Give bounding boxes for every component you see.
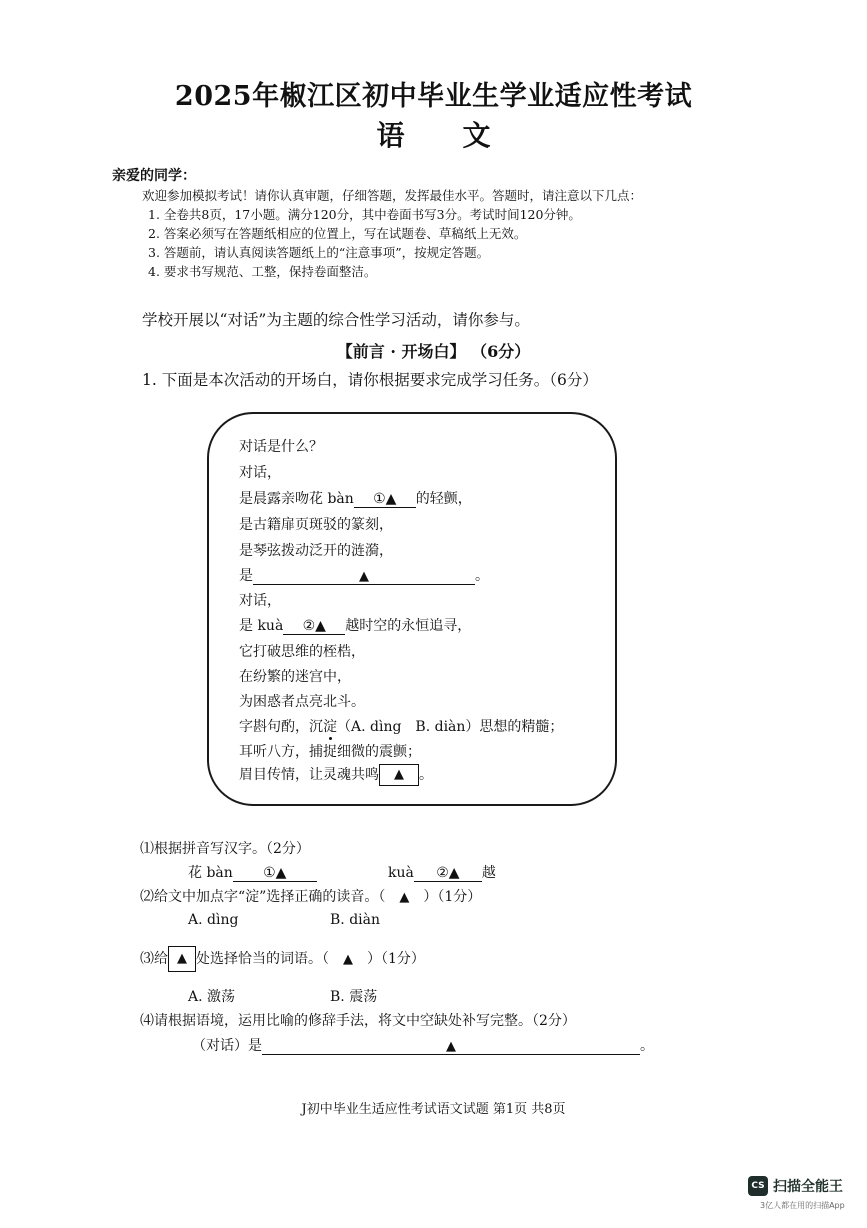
answer-blank-2: kuà ②▲ 越 [388, 865, 496, 881]
greeting: 亲爱的同学： [112, 168, 196, 184]
camscanner-tagline: 3亿人都在用的扫描App [760, 1201, 845, 1210]
note-item: 1. 全卷共8页，17小题。满分120分，其中卷面书写3分。考试时间120分钟。 [148, 207, 581, 222]
poem-line: 是 ▲ 。 [239, 568, 489, 584]
poem-line: 耳听八方，捕捉细微的震颤； [239, 744, 421, 760]
sub-question-4: ⑷请根据语境，运用比喻的修辞手法，将文中空缺处补写完整。（2分） [140, 1013, 576, 1029]
option-b: B. 震荡 [330, 989, 378, 1005]
boxed-blank: ▲ [379, 764, 419, 786]
dotted-char: 淀 [323, 719, 337, 735]
sub-question-1: ⑴根据拼音写汉字。（2分） [140, 841, 310, 857]
poem-line: 字斟句酌，沉淀（A. dìng B. diàn）思想的精髓； [239, 719, 564, 735]
exam-title: 2025年椒江区初中毕业生学业适应性考试 [174, 81, 693, 112]
section-title: 【前言 · 开场白】 （6分） [336, 342, 531, 361]
welcome-text: 欢迎参加模拟考试！请你认真审题，仔细答题，发挥最佳水平。答题时，请注意以下几点： [142, 188, 643, 203]
blank-1: ①▲ [354, 491, 416, 508]
camscanner-name: 扫描全能王 [773, 1179, 843, 1195]
sub-question-3: ⑶给 ▲ 处选择恰当的词语。（ ▲ ）（1分） [140, 946, 425, 972]
sub-question-2: ⑵给文中加点字“淀”选择正确的读音。（ ▲ ）（1分） [140, 889, 482, 905]
poem-line: 是琴弦拨动泛开的涟漪， [239, 543, 393, 559]
note-item: 4. 要求书写规范、工整，保持卷面整洁。 [148, 264, 377, 279]
camscanner-logo-icon: CS [748, 1176, 768, 1196]
poem-line: 它打破思维的桎梏， [239, 644, 365, 660]
blank-2: ②▲ [283, 618, 345, 635]
question-1: 1. 下面是本次活动的开场白，请你根据要求完成学习任务。（6分） [142, 371, 598, 389]
poem-line: 是晨露亲吻花 bàn ①▲ 的轻颤， [239, 491, 472, 507]
note-item: 3. 答题前，请认真阅读答题纸上的“注意事项”，按规定答题。 [148, 245, 490, 260]
activity-intro: 学校开展以“对话”为主题的综合性学习活动，请你参与。 [142, 311, 530, 329]
page-footer: J初中毕业生适应性考试语文试题 第1页 共8页 [301, 1102, 566, 1117]
blank-metaphor: ▲ [253, 569, 475, 585]
poem-line: 对话， [239, 593, 281, 609]
answer-blank-1: 花 bàn ①▲ [188, 862, 317, 882]
poem-line: 对话是什么？ [239, 439, 323, 455]
poem-line: 对话， [239, 465, 281, 481]
option-b: B. diàn [330, 912, 380, 928]
poem-line: 是古籍扉页斑驳的篆刻， [239, 517, 393, 533]
poem-line: 是 kuà ②▲ 越时空的永恒追寻， [239, 618, 472, 634]
poem-line: 在纷繁的迷宫中， [239, 669, 351, 685]
answer-metaphor: （对话）是 ▲ 。 [192, 1038, 654, 1054]
subject-title: 语文 [376, 119, 549, 152]
option-a: A. 激荡 [188, 989, 236, 1005]
note-item: 2. 答案必须写在答题纸相应的位置上，写在试题卷、草稿纸上无效。 [148, 226, 527, 241]
option-a: A. dìng [188, 912, 239, 928]
poem-line: 眉目传情，让灵魂共鸣 ▲ 。 [239, 764, 433, 786]
poem-box [207, 412, 617, 806]
poem-line: 为困惑者点亮北斗。 [239, 694, 365, 710]
